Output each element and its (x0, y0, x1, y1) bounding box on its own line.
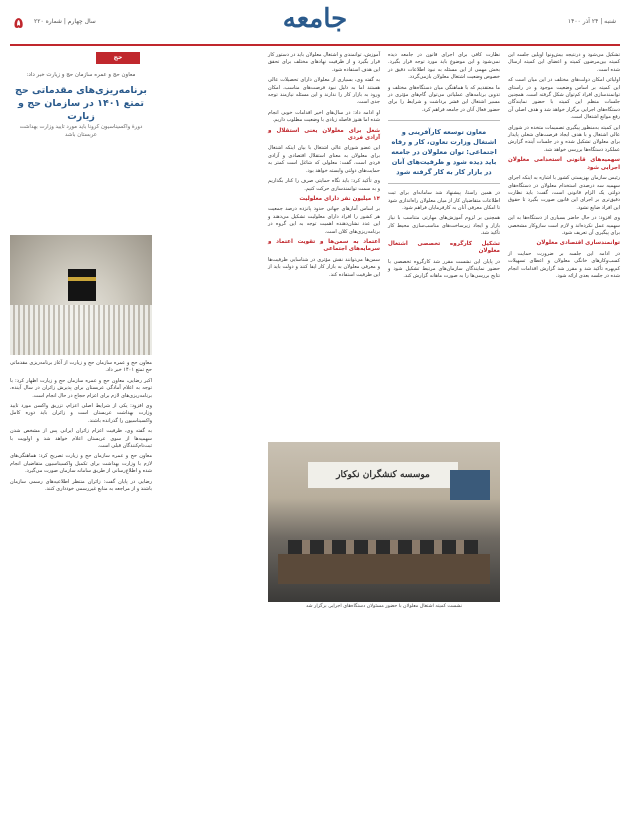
kaaba-shape (68, 269, 96, 301)
paragraph: رضایی در پایان گفت: زائران منتظر اطلاعیه‌های رسمی سازمان باشند و از مراجعه به منابع غیررسمی خودداری کنند. (10, 478, 152, 493)
paragraph: وی افزود: یکی از شرایط اصلی اعزام، تزریق واکسن مورد تایید وزارت بهداشت عربستان است و زائران باید دوره کامل واکسیناسیون را گذرانده باشند. (10, 403, 152, 424)
paragraph: تشکیل می‌شود و درنتیجه بیش‌ونوا اوپلین جلسه این کمیته بین‌مرضون کمیته و اعضای این کمیته ارسال شده است. (508, 52, 620, 73)
subheading: شغل برای معلولان یعنی استقلال و آزادی فردی (268, 127, 380, 142)
paragraph: رئیس سازمان بهزیستی کشور با اشاره به اینکه اجرای سهمیه سه درصدی استخدام معلولان در دستگاه‌های دولتی یک الزام قانونی است، گفت: باید نظارت دقیق‌تری بر اجرای این قانون صورت بگیرد تا حقوق این افراد ضایع نشود. (508, 175, 620, 211)
kaaba-band (68, 277, 96, 281)
paragraph: اکبر رضایی، معاون حج و عمره سازمان حج و زیارت اظهار کرد: با توجه به اعلام آمادگی عربستان برای پذیرش زائران در سال آینده، برنامه‌ریزی‌های لازم برای اعزام حجاج در حال انجام است. (10, 377, 152, 399)
paragraph: معاون حج و عمره سازمان حج و زیارت تصریح کرد: هماهنگی‌های لازم با وزارت بهداشت برای تکمیل واکسیناسیون متقاضیان انجام شده و اطلاع‌رسانی از طریق سامانه سازمان صورت می‌گیرد. (10, 453, 152, 475)
pull-quote: معاون توسعه کارآفرینی و اشتغال وزارت تعاون، کار و رفاه اجتماعی: توان معلولان در جامعه باید دیده شود و ظرفیت‌های آنان در بازار کار به کار گرفته شود (388, 120, 500, 184)
photo-table (278, 554, 490, 584)
article-headline: برنامه‌ریزی‌های مقدماتی حج تمتع ۱۴۰۱ در سازمان حج و زیارت (15, 85, 147, 122)
paragraph: در پایان این نشست مقرر شد کارگروه تخصصی با حضور نمایندگان سازمان‌های مرتبط تشکیل شود و نتایج بررسی‌ها را به صورت ماهانه گزارش کند. (388, 258, 500, 280)
meeting-photo (268, 442, 500, 602)
paragraph: در همین راستا، پیشنهاد شد سامانه‌ای برای ثبت اطلاعات متقاضیان کار از میان معلولان راه‌اندازی شود تا امکان معرفی آنان به کارفرمایان فراهم شود. (388, 190, 500, 212)
kaaba-photo (10, 235, 152, 355)
paragraph: اولیائی امکان دولت‌های مختلف در این میان است که این کمیته بر اساس وضعیت موجود و در راستای توانمندسازی افراد کم‌توان شکل گرفته است. همچنین جلسات منظم این کمیته با حضور نمایندگان دستگاه‌های اجرایی برگزار خواهد شد و هدف اصلی آن رفع موانع اشتغال است. (508, 77, 620, 121)
article-lead: دورۀ واکسیناسیون کرونا باید مورد تایید وزارت بهداشت عربستان باشد (19, 124, 143, 138)
paragraph: این عضو شورای عالی اشتغال با بیان اینکه اشتغال برای معلولان به معنای استقلال اقتصادی و آزادی فردی است، گفت: معلولی که شاغل است کمتر به حمایت‌های دولتی وابسته خواهد بود. (268, 145, 380, 174)
paragraph: به گفته وی، ظرفیت اعزام زائران ایرانی پس از مشخص شدن سهمیه‌ها از سوی عربستان اعلام خواهد شد و اولویت با ثبت‌نام‌کنندگان قبلی است. (10, 428, 152, 450)
masthead-title: جامعه (282, 4, 348, 34)
paragraph: ما معتقدیم که با هماهنگی میان دستگاه‌های مختلف و تدوین برنامه‌های عملیاتی می‌توان گام‌های مؤثری در مسیر اشتغال این قشر برداشت و شرایط را برای حضور فعال آنان در جامعه فراهم کرد. (388, 84, 500, 113)
paragraph: آموزش، توانمندی و اشتغال معلولان باید در دستور کار قرار بگیرد و از ظرفیت نهادهای مختلف برای تحقق این هدف استفاده شود. (268, 52, 380, 73)
article-kicker: معاون حج و عمره سازمان حج و زیارت خبر داد: (26, 72, 136, 78)
paragraph: او ادامه داد: در سال‌های اخیر اقدامات خوبی انجام شده اما هنوز فاصله زیادی با وضعیت مطلوب داریم. (268, 109, 380, 124)
photo-caption: نشست کمیته اشتغال معلولان با حضور مسئولان دستگاه‌های اجرایی برگزار شد (305, 604, 463, 609)
paragraph: همچنین بر لزوم آموزش‌های مهارتی متناسب با نیاز بازار و ایجاد زیرساخت‌های مناسب‌سازی محیط کار تأکید شد. (388, 215, 500, 237)
subheading: ۱۴ میلیون نفر دارای معلولیت (299, 195, 380, 202)
paragraph: در ادامه این جلسه بر ضرورت حمایت از کسب‌وکارهای خانگی معلولان و اعطای تسهیلات کم‌بهره تأکید شد و مقرر شد گزارش اقدامات انجام شده در جلسه بعدی ارائه شود. (508, 250, 620, 279)
header-divider (10, 44, 620, 46)
paragraph: بر اساس آمارهای جهانی حدود پانزده درصد جمعیت هر کشور را افراد دارای معلولیت تشکیل می‌دهند و این عدد نشان‌دهنده اهمیت توجه به این گروه در برنامه‌ریزی‌های کلان است. (268, 206, 380, 235)
paragraph: وی افزود: در حال حاضر بسیاری از دستگاه‌ها به این سهمیه عمل نکرده‌اند و لازم است سازوکار مشخصی برای پیگیری آن تعریف شود. (508, 215, 620, 236)
column-3 (268, 52, 380, 282)
paragraph: این کمیته به‌منظور پیگیری تصمیمات متخذه در شورای عالی اشتغال و با هدف ایجاد فرصت‌های شغلی پایدار برای معلولان تشکیل شده و در جلسات آینده گزارش عملکرد دستگاه‌ها بررسی خواهد شد. (508, 124, 620, 153)
photo-banner: موسسه کنشگران نکوکار (308, 462, 458, 488)
section-masthead (250, 4, 380, 44)
paragraph: معاون حج و عمره سازمان حج و زیارت از آغاز برنامه‌ریزی مقدماتی حج تمتع ۱۴۰۱ خبر داد. (10, 360, 152, 374)
issue-info-left: سال چهارم | شماره ۲۲۰ (34, 18, 96, 25)
page-number: ۵ (14, 14, 24, 32)
subheading: تشکیل کارگروه تخصصی اشتغال معلولان (388, 240, 500, 255)
issue-info-right: شنبه | ۲۴ آذر ۱۴۰۰ (567, 18, 616, 25)
section-tag: حج (96, 52, 140, 64)
column-2 (388, 52, 500, 284)
paragraph: وی تأکید کرد: باید نگاه حمایتی صرف را کنار بگذاریم و به سمت توانمندسازی حرکت کنیم. (268, 178, 380, 192)
paragraph: نظارت کافی برای اجرای قانون در جامعه دیده نمی‌شود و این موضوع باید مورد توجه قرار بگیرد. بخش مهمی از این مسئله به نبود اطلاعات دقیق در خصوص وضعیت اشتغال معلولان بازمی‌گردد. (388, 52, 500, 81)
subheading: سهمیه‌های قانونی استخدامی معلولان اجرایی شود (508, 157, 620, 171)
column-1 (508, 52, 620, 283)
column-left-article (10, 360, 152, 497)
paragraph: به گفته وی، بسیاری از معلولان دارای تحصیلات عالی هستند اما به دلیل نبود فرصت‌های مناسب، امکان ورود به بازار کار را ندارند و این مسئله نیازمند توجه جدی است. (268, 77, 380, 106)
subheading: توانمندسازی اقتصادی معلولان (536, 240, 620, 247)
subheading: اعتماد به سمن‌ها و تقویت اعتماد و سرمایه‌های اجتماعی (268, 238, 380, 253)
paragraph: سمن‌ها می‌توانند نقش مؤثری در شناسایی ظرفیت‌ها و معرفی معلولان به بازار کار ایفا کنند و دولت باید از این ظرفیت استفاده کند. (268, 256, 380, 278)
pilgrims-crowd (10, 305, 152, 355)
photo-screen (450, 470, 490, 500)
